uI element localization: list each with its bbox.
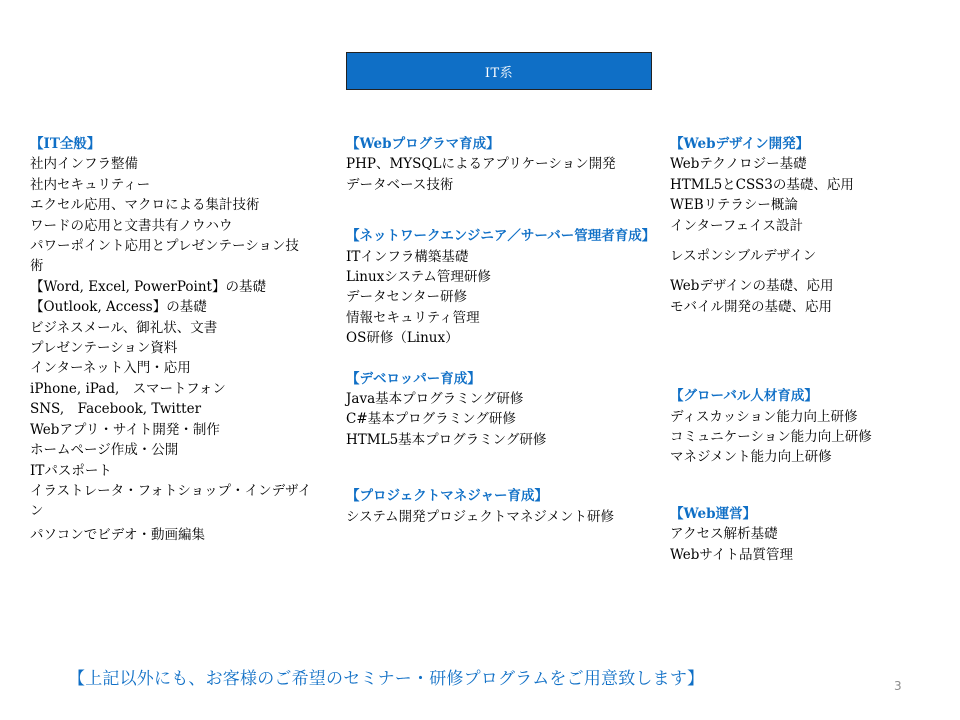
list-item: マネジメント能力向上研修 [670, 449, 832, 466]
list-item: Webデザインの基礎、応用 [670, 278, 834, 295]
list-item: データベース技術 [346, 176, 454, 193]
list-item: システム開発プロジェクトマネジメント研修 [346, 508, 614, 525]
list-item: ビジネスメール、御礼状、文書 [30, 319, 218, 336]
list-item: C#基本プログラミング研修 [346, 411, 516, 428]
list-item: HTML5とCSS3の基礎、応用 [670, 176, 854, 193]
list-item: Webサイト品質管理 [670, 546, 793, 563]
section-heading: 【グローバル人材育成】 [670, 388, 818, 405]
list-item: ワードの応用と文書共有ノウハウ [30, 217, 233, 234]
list-item: インターフェイス設計 [670, 217, 803, 234]
title-text: IT系 [484, 65, 514, 81]
list-item: イラストレータ・フォトショップ・インデザイン [30, 482, 312, 520]
list-item: エクセル応用、マクロによる集計技術 [30, 197, 260, 214]
list-item: プレゼンテーション資料 [30, 340, 178, 357]
footer-note: 【上記以外にも、お客様のご希望のセミナー・研修プログラムをご用意致します】 [68, 669, 705, 689]
list-item: 社内セキュリティー [30, 176, 151, 193]
list-item: ITインフラ構築基礎 [346, 248, 469, 265]
list-item: レスポンシブルデザイン [670, 248, 817, 265]
section-heading: 【IT全般】 [30, 136, 101, 152]
list-item: モバイル開発の基礎、応用 [670, 298, 832, 315]
section-heading: 【Webデザイン開発】 [670, 136, 810, 152]
list-item: Webアプリ・サイト開発・制作 [30, 421, 220, 438]
column-development [346, 134, 658, 527]
list-item: Webテクノロジー基礎 [670, 156, 807, 173]
section-heading: 【プロジェクトマネジャー育成】 [346, 488, 548, 505]
column-it-general [30, 134, 312, 545]
list-item: ホームページ作成・公開 [30, 442, 179, 459]
title-box [346, 52, 652, 90]
list-item: WEBリテラシー概論 [670, 197, 798, 214]
list-item: アクセス解析基礎 [670, 526, 778, 543]
list-item: HTML5基本プログラミング研修 [346, 431, 547, 448]
list-item: SNS, Facebook, Twitter [30, 401, 202, 418]
list-item: データセンター研修 [346, 289, 467, 306]
list-item: 社内インフラ整備 [30, 156, 138, 173]
list-item: ITパスポート [30, 462, 112, 479]
list-item: インターネット入門・応用 [30, 360, 191, 377]
section-heading: 【ネットワークエンジニア／サーバー管理者育成】 [346, 228, 656, 245]
list-item: OS研修（Linux） [346, 330, 459, 347]
page-number: 3 [894, 679, 902, 693]
list-item: パワーポイント応用とプレゼンテーション技術 [30, 238, 299, 275]
column-web-global [670, 134, 940, 565]
list-item: Java基本プログラミング研修 [346, 391, 524, 408]
list-item: PHP、MYSQLによるアプリケーション開発 [346, 156, 616, 173]
list-item: iPhone, iPad, スマートフォン [30, 380, 226, 397]
list-item: 【Outlook, Access】の基礎 [30, 299, 207, 316]
list-item: ディスカッション能力向上研修 [670, 408, 858, 425]
list-item: コミュニケーション能力向上研修 [670, 429, 872, 446]
section-heading: 【Web運営】 [670, 505, 757, 522]
list-item: 情報セキュリティ管理 [346, 309, 480, 326]
list-item: 【Word, Excel, PowerPoint】の基礎 [30, 278, 266, 295]
list-item: Linuxシステム管理研修 [346, 269, 491, 286]
section-heading: 【デベロッパー育成】 [346, 370, 481, 387]
section-heading: 【Webプログラマ育成】 [346, 136, 500, 152]
list-item: パソコンでビデオ・動画編集 [30, 526, 205, 543]
